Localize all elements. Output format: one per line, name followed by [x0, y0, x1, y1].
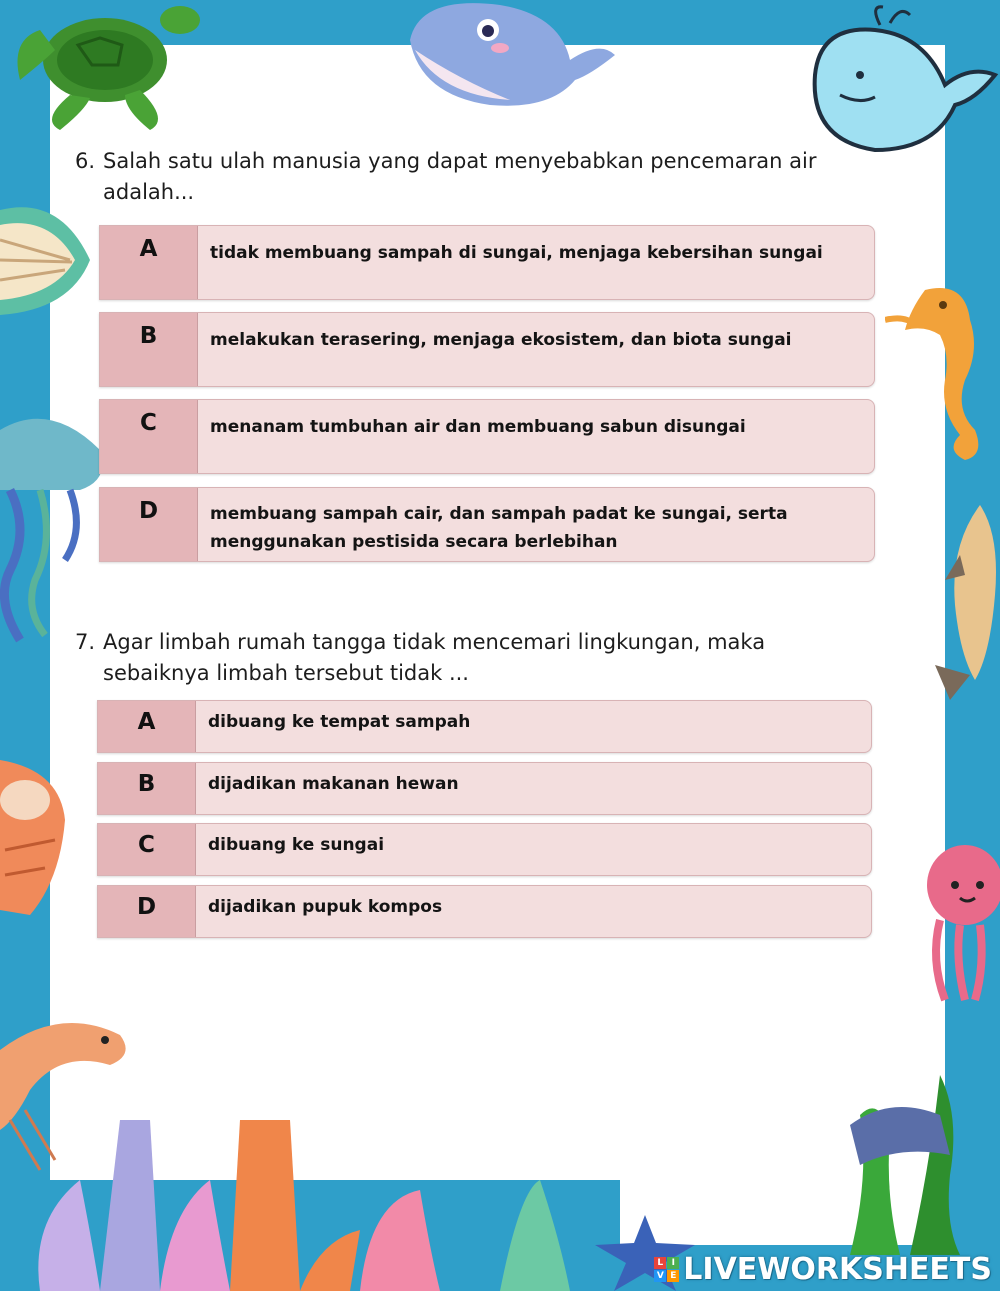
fish-icon	[930, 505, 1000, 705]
option-letter: D	[100, 488, 198, 561]
option-letter: A	[100, 226, 198, 299]
cartoon-whale-icon	[805, 5, 1000, 155]
answer-option-a[interactable]	[99, 225, 875, 300]
seaweed-icon	[830, 1055, 1000, 1255]
option-letter: C	[98, 824, 196, 875]
question-prompt	[75, 627, 875, 689]
octopus-icon	[915, 840, 1000, 1005]
option-letter: B	[100, 313, 198, 386]
answer-option-c[interactable]	[97, 823, 872, 876]
question-number: 6.	[75, 149, 96, 173]
whale-icon	[400, 0, 620, 115]
question-prompt	[75, 146, 875, 208]
option-text: melakukan terasering, menjaga ekosistem, dan biota sungai	[210, 330, 792, 350]
option-text: membuang sampah cair, dan sampah padat ke sungai, serta menggunakan pestisida secara berlebihan	[210, 504, 788, 552]
brand-wordmark: LIVEWORKSHEETS	[683, 1252, 992, 1287]
seahorse-icon	[885, 280, 1000, 465]
answer-option-b[interactable]	[99, 312, 875, 387]
question-text: Salah satu ulah manusia yang dapat menyebabkan pencemaran air adalah...	[103, 149, 817, 204]
answer-option-d[interactable]	[99, 487, 875, 562]
option-text: dijadikan pupuk kompos	[208, 897, 443, 917]
option-text: dibuang ke tempat sampah	[208, 712, 471, 732]
option-text: dibuang ke sungai	[208, 835, 385, 855]
option-text: tidak membuang sampah di sungai, menjaga kebersihan sungai	[210, 243, 823, 263]
shell-icon	[0, 200, 95, 320]
option-letter: C	[100, 400, 198, 473]
liveworksheets-logo	[654, 1252, 992, 1287]
answer-option-d[interactable]	[97, 885, 872, 938]
question-number: 7.	[75, 630, 96, 654]
conch-shell-icon	[0, 760, 70, 920]
question-text: Agar limbah rumah tangga tidak mencemari lingkungan, maka sebaiknya limbah tersebut tidak ...	[103, 630, 766, 685]
option-letter: A	[98, 701, 196, 752]
jellyfish-icon	[0, 410, 110, 650]
option-letter: B	[98, 763, 196, 814]
answer-option-c[interactable]	[99, 399, 875, 474]
coral-reef-icon	[0, 1080, 620, 1291]
option-letter: D	[98, 886, 196, 937]
option-text: menanam tumbuhan air dan membuang sabun disungai	[210, 417, 746, 437]
turtle-icon	[0, 0, 210, 135]
option-text: dijadikan makanan hewan	[208, 774, 459, 794]
live-logo-icon: L I V E	[654, 1257, 679, 1282]
answer-option-b[interactable]	[97, 762, 872, 815]
answer-option-a[interactable]	[97, 700, 872, 753]
